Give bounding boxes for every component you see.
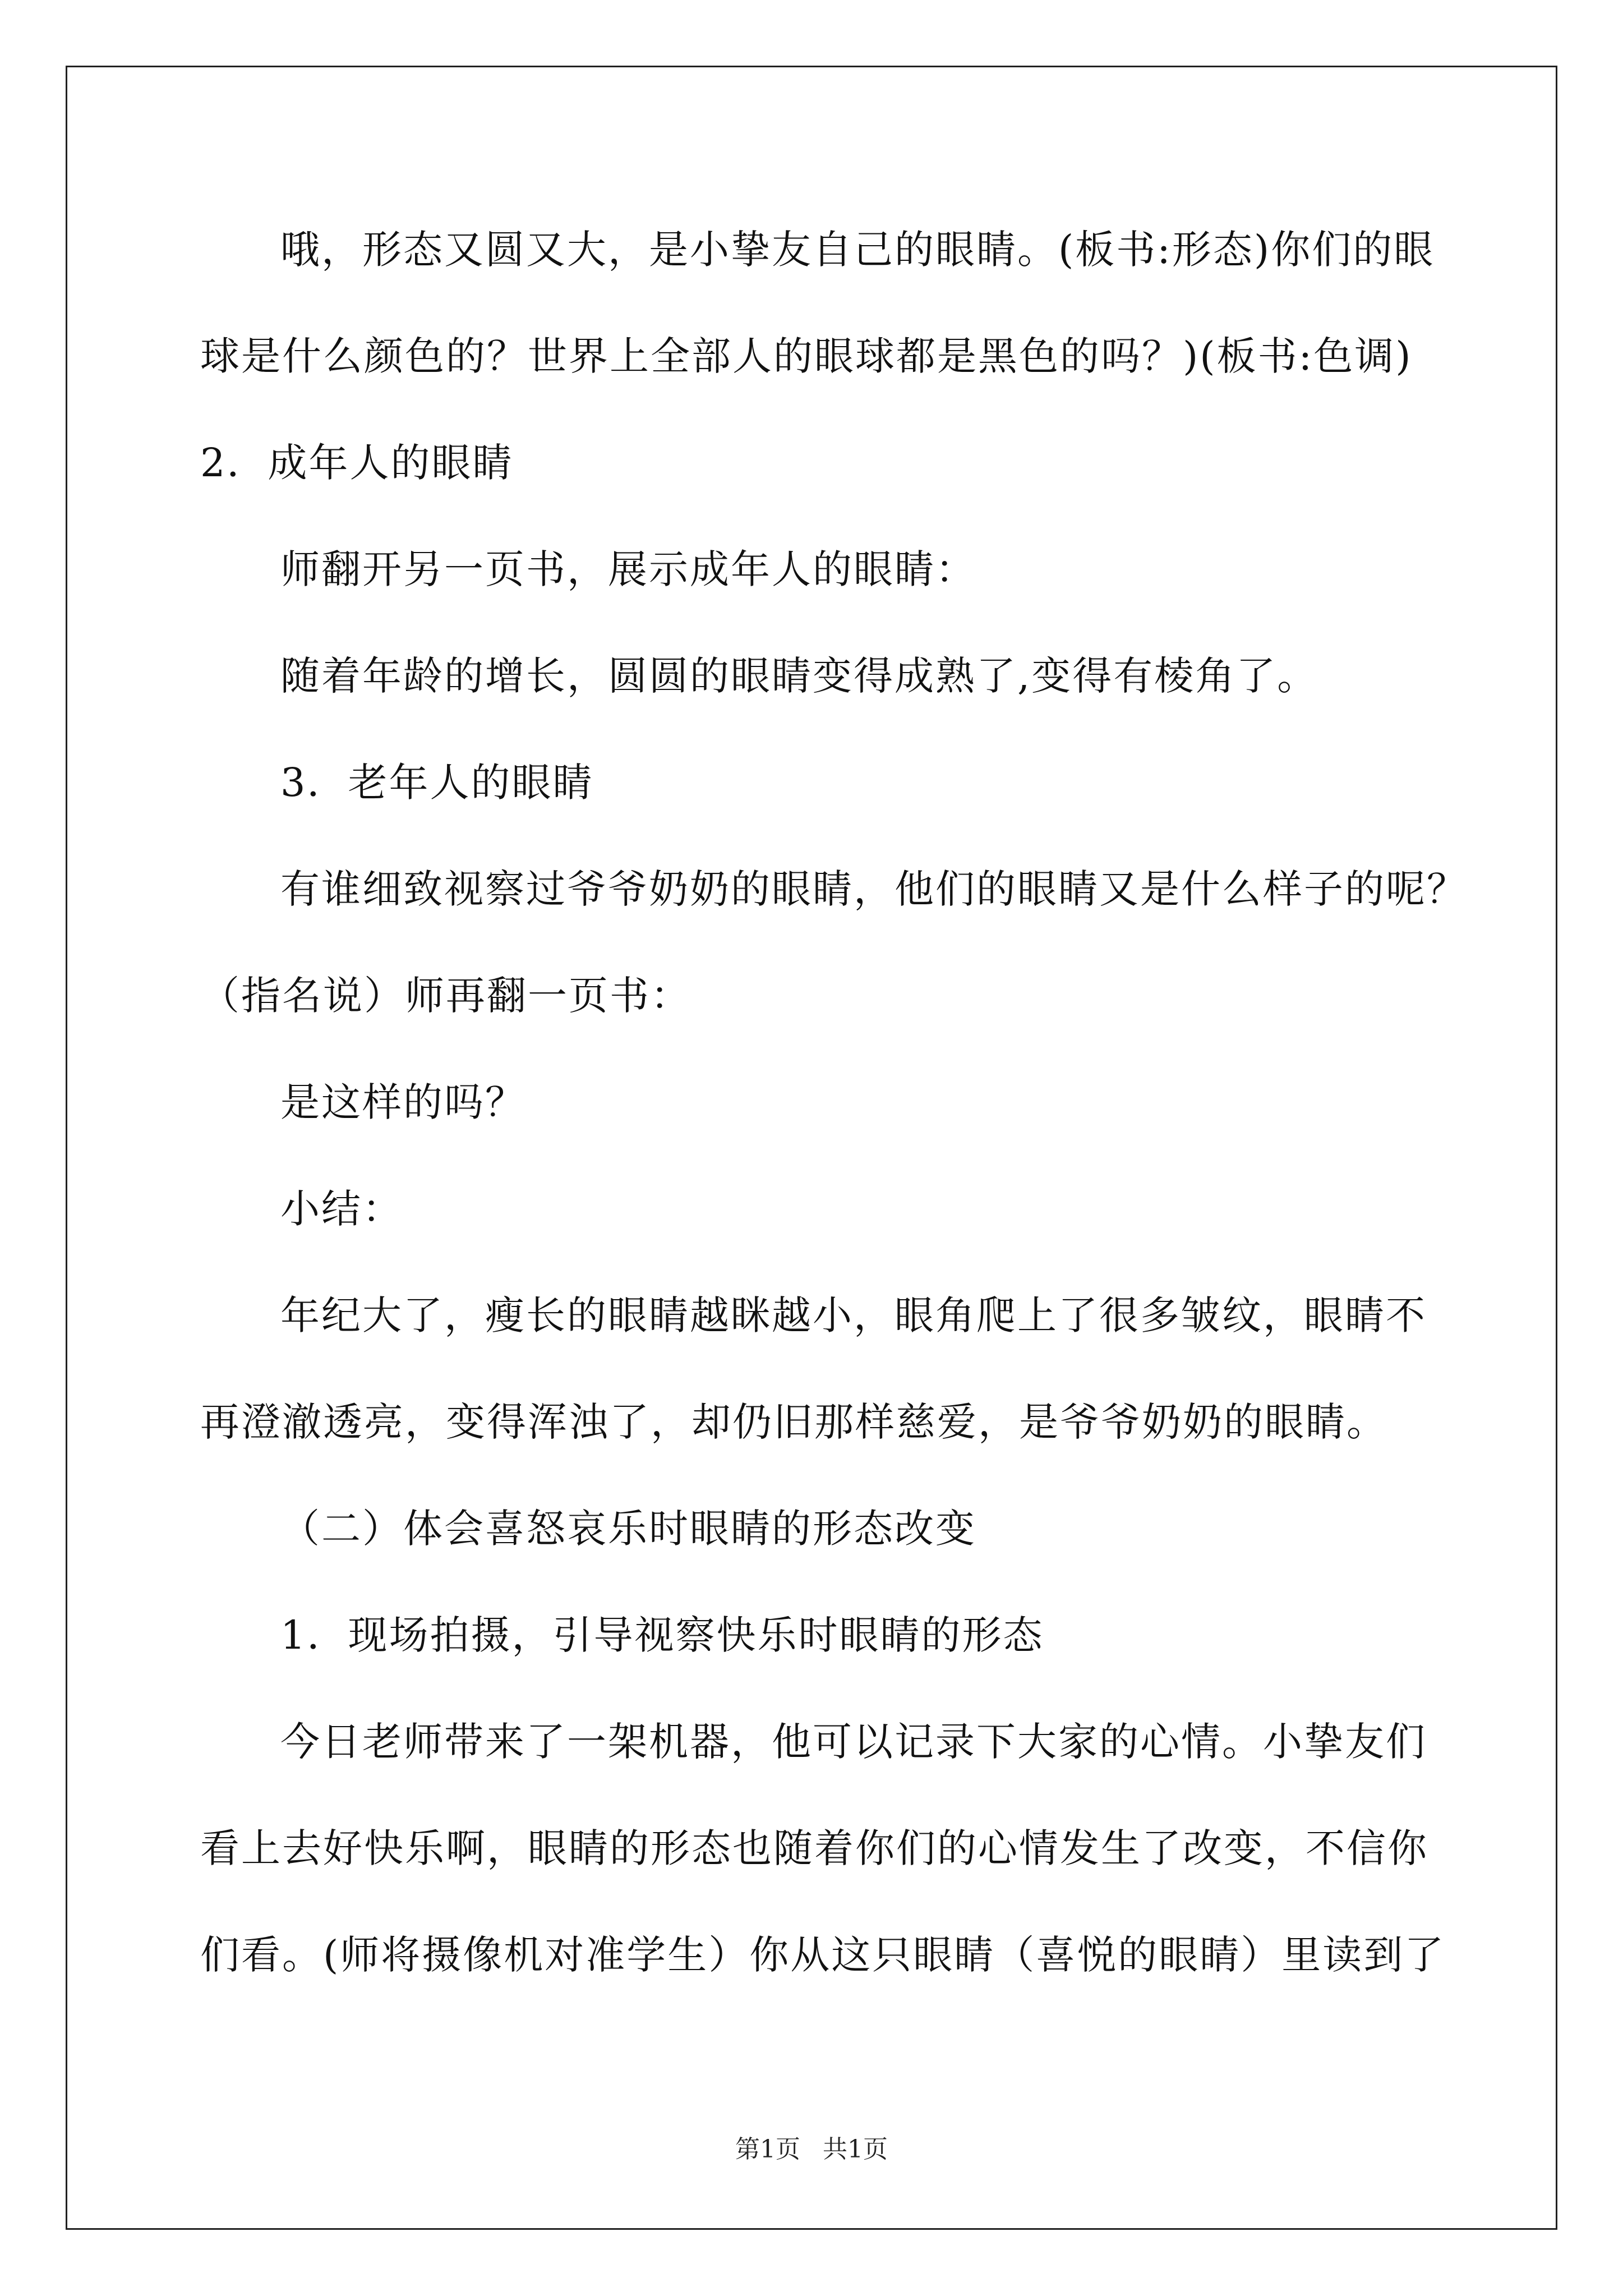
text-line: 看上去好快乐啊，眼睛的形态也随着你们的心情发生了改变，不信你 [200, 1825, 1428, 1871]
text-line: 师翻开另一页书，展示成年人的眼睛： [280, 546, 976, 592]
section-heading: 3．老年人的眼睛 [280, 760, 594, 806]
text-line: 今日老师带来了一架机器，他可以记录下大家的心情。小挚友们 [280, 1719, 1427, 1765]
text-line: 球是什么颜色的？世界上全部人的眼球都是黑色的吗？)(板书:色调) [200, 333, 1413, 379]
section-heading: 2．成年人的眼睛 [200, 440, 514, 486]
page-border [66, 66, 1557, 2230]
section-heading: （二）体会喜怒哀乐时眼睛的形态改变 [280, 1506, 976, 1552]
text-line: （指名说）师再翻一页书： [200, 973, 691, 1019]
text-line: 年纪大了，瘦长的眼睛越眯越小，眼角爬上了很多皱纹，眼睛不 [280, 1292, 1427, 1338]
text-line: 随着年龄的增长，圆圆的眼睛变得成熟了,变得有棱角了。 [280, 653, 1318, 699]
section-heading: 1．现场拍摄，引导视察快乐时眼睛的形态 [280, 1612, 1044, 1658]
text-line: 是这样的吗？ [280, 1079, 526, 1125]
text-line: 哦，形态又圆又大，是小挚友自己的眼睛。(板书:形态)你们的眼 [280, 227, 1435, 273]
page-total: 共1页 [823, 2135, 888, 2164]
text-line: 们看。(师将摄像机对准学生）你从这只眼睛（喜悦的眼睛）里读到了 [200, 1932, 1446, 1978]
text-line: 有谁细致视察过爷爷奶奶的眼睛，他们的眼睛又是什么样子的呢？ [280, 866, 1468, 912]
text-line: 小结： [280, 1186, 403, 1232]
text-line: 再澄澈透亮，变得浑浊了，却仍旧那样慈爱，是爷爷奶奶的眼睛。 [200, 1399, 1387, 1445]
page-number: 第1页 [735, 2135, 800, 2164]
page-footer [0, 2137, 1623, 2162]
